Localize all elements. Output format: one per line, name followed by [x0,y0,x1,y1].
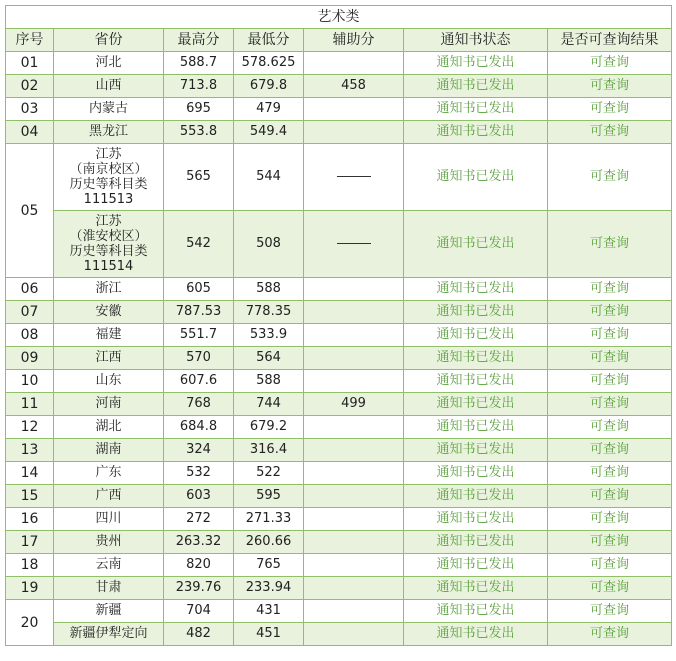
query-result-cell: 可查询 [548,485,672,508]
min-score-cell: 595 [234,485,304,508]
aux-score-cell [304,531,404,554]
row-index: 15 [6,485,54,508]
aux-score-cell [304,623,404,646]
max-score-cell: 551.7 [164,324,234,347]
table-row [6,508,672,531]
aux-score-cell: 458 [304,75,404,98]
max-score-cell: 272 [164,508,234,531]
row-index: 04 [6,121,54,144]
dash-mark [337,243,371,244]
max-score-cell: 542 [164,211,234,278]
query-result-cell: 可查询 [548,324,672,347]
province-cell: 山东 [54,370,164,393]
table-row [6,531,672,554]
max-score-cell: 605 [164,278,234,301]
min-score-cell: 679.2 [234,416,304,439]
row-index: 01 [6,52,54,75]
query-result-cell: 可查询 [548,416,672,439]
province-cell: 云南 [54,554,164,577]
notice-status-cell: 通知书已发出 [404,485,548,508]
table-row [6,623,672,646]
table-header-row [6,29,672,52]
row-index: 14 [6,462,54,485]
max-score-cell: 532 [164,462,234,485]
min-score-cell: 778.35 [234,301,304,324]
aux-score-cell [304,600,404,623]
table-row [6,416,672,439]
max-score-cell: 570 [164,347,234,370]
min-score-cell: 765 [234,554,304,577]
min-score-cell: 588 [234,370,304,393]
province-cell [54,211,164,278]
table-row [6,211,672,278]
aux-score-cell [304,121,404,144]
province-line: （淮安校区） [69,229,148,244]
query-result-cell: 可查询 [548,600,672,623]
province-cell: 内蒙古 [54,98,164,121]
aux-score-cell [304,416,404,439]
query-result-cell: 可查询 [548,144,672,211]
query-result-cell: 可查询 [548,278,672,301]
province-cell: 河南 [54,393,164,416]
notice-status-cell: 通知书已发出 [404,324,548,347]
aux-score-cell [304,144,404,211]
aux-score-cell [304,347,404,370]
notice-status-cell: 通知书已发出 [404,577,548,600]
query-result-cell: 可查询 [548,554,672,577]
province-cell: 浙江 [54,278,164,301]
province-cell [54,144,164,211]
row-index: 20 [6,600,54,646]
province-cell: 山西 [54,75,164,98]
query-result-cell: 可查询 [548,531,672,554]
min-score-cell: 316.4 [234,439,304,462]
max-score-cell: 787.53 [164,301,234,324]
province-cell: 福建 [54,324,164,347]
query-result-cell: 可查询 [548,508,672,531]
query-result-cell: 可查询 [548,439,672,462]
table-row [6,600,672,623]
province-cell: 广西 [54,485,164,508]
table-row [6,462,672,485]
row-index: 12 [6,416,54,439]
notice-status-cell: 通知书已发出 [404,144,548,211]
province-cell: 江西 [54,347,164,370]
province-cell: 四川 [54,508,164,531]
notice-status-cell: 通知书已发出 [404,416,548,439]
notice-status-cell: 通知书已发出 [404,554,548,577]
min-score-cell: 564 [234,347,304,370]
table-row [6,75,672,98]
min-score-cell: 588 [234,278,304,301]
query-result-cell: 可查询 [548,370,672,393]
row-index: 18 [6,554,54,577]
province-line: 历史等科目类 [69,177,148,192]
query-result-cell: 可查询 [548,393,672,416]
row-index: 13 [6,439,54,462]
notice-status-cell: 通知书已发出 [404,278,548,301]
max-score-cell: 684.8 [164,416,234,439]
min-score-cell: 260.66 [234,531,304,554]
province-line: 111514 [83,259,134,274]
max-score-cell: 239.76 [164,577,234,600]
province-cell: 新疆 [54,600,164,623]
aux-score-cell [304,577,404,600]
row-index: 09 [6,347,54,370]
header-aux-score: 辅助分 [304,29,404,52]
min-score-cell: 233.94 [234,577,304,600]
row-index: 07 [6,301,54,324]
notice-status-cell: 通知书已发出 [404,347,548,370]
query-result-cell: 可查询 [548,623,672,646]
query-result-cell: 可查询 [548,75,672,98]
row-index: 05 [6,144,54,278]
min-score-cell: 522 [234,462,304,485]
province-cell: 广东 [54,462,164,485]
max-score-cell: 768 [164,393,234,416]
province-cell: 湖南 [54,439,164,462]
row-index: 19 [6,577,54,600]
header-notice-status: 通知书状态 [404,29,548,52]
max-score-cell: 565 [164,144,234,211]
min-score-cell: 578.625 [234,52,304,75]
province-cell: 安徽 [54,301,164,324]
notice-status-cell: 通知书已发出 [404,531,548,554]
notice-status-cell: 通知书已发出 [404,439,548,462]
aux-score-cell [304,98,404,121]
row-index: 08 [6,324,54,347]
notice-status-cell: 通知书已发出 [404,623,548,646]
aux-score-cell [304,508,404,531]
notice-status-cell: 通知书已发出 [404,98,548,121]
table-row [6,144,672,211]
aux-score-cell [304,301,404,324]
province-cell: 甘肃 [54,577,164,600]
row-index: 17 [6,531,54,554]
min-score-cell: 508 [234,211,304,278]
aux-score-cell: 499 [304,393,404,416]
notice-status-cell: 通知书已发出 [404,462,548,485]
min-score-cell: 431 [234,600,304,623]
notice-status-cell: 通知书已发出 [404,600,548,623]
min-score-cell: 479 [234,98,304,121]
table-body [6,52,672,646]
max-score-cell: 482 [164,623,234,646]
province-cell: 河北 [54,52,164,75]
max-score-cell: 588.7 [164,52,234,75]
row-index: 10 [6,370,54,393]
notice-status-cell: 通知书已发出 [404,75,548,98]
province-line: 111513 [83,192,134,207]
province-line: （南京校区） [69,162,148,177]
header-min-score: 最低分 [234,29,304,52]
aux-score-cell [304,324,404,347]
table-row [6,485,672,508]
table-row [6,577,672,600]
notice-status-cell: 通知书已发出 [404,370,548,393]
min-score-cell: 271.33 [234,508,304,531]
notice-status-cell: 通知书已发出 [404,211,548,278]
row-index: 03 [6,98,54,121]
table-row [6,347,672,370]
row-index: 06 [6,278,54,301]
query-result-cell: 可查询 [548,301,672,324]
aux-score-cell [304,485,404,508]
aux-score-cell [304,462,404,485]
max-score-cell: 820 [164,554,234,577]
row-index: 02 [6,75,54,98]
table-row [6,393,672,416]
admission-score-table [5,5,672,646]
header-province: 省份 [54,29,164,52]
province-cell: 黑龙江 [54,121,164,144]
province-line: 江苏 [95,147,122,162]
table-row [6,439,672,462]
table-title-row [6,6,672,29]
min-score-cell: 549.4 [234,121,304,144]
query-result-cell: 可查询 [548,347,672,370]
max-score-cell: 695 [164,98,234,121]
max-score-cell: 603 [164,485,234,508]
province-line: 江苏 [95,214,122,229]
table-title: 艺术类 [6,6,672,29]
header-query-result: 是否可查询结果 [548,29,672,52]
table-row [6,278,672,301]
aux-score-cell [304,370,404,393]
province-cell: 湖北 [54,416,164,439]
max-score-cell: 324 [164,439,234,462]
aux-score-cell [304,554,404,577]
max-score-cell: 263.32 [164,531,234,554]
table-row [6,301,672,324]
province-line: 历史等科目类 [69,244,148,259]
table-row [6,98,672,121]
admission-table-container [5,5,671,646]
aux-score-cell [304,52,404,75]
query-result-cell: 可查询 [548,52,672,75]
min-score-cell: 533.9 [234,324,304,347]
table-row [6,324,672,347]
table-row [6,52,672,75]
table-row [6,554,672,577]
notice-status-cell: 通知书已发出 [404,393,548,416]
notice-status-cell: 通知书已发出 [404,508,548,531]
min-score-cell: 679.8 [234,75,304,98]
notice-status-cell: 通知书已发出 [404,52,548,75]
query-result-cell: 可查询 [548,121,672,144]
aux-score-cell [304,439,404,462]
notice-status-cell: 通知书已发出 [404,301,548,324]
notice-status-cell: 通知书已发出 [404,121,548,144]
aux-score-cell [304,211,404,278]
query-result-cell: 可查询 [548,577,672,600]
row-index: 11 [6,393,54,416]
header-index: 序号 [6,29,54,52]
query-result-cell: 可查询 [548,98,672,121]
row-index: 16 [6,508,54,531]
province-cell: 贵州 [54,531,164,554]
min-score-cell: 544 [234,144,304,211]
province-cell: 新疆伊犁定向 [54,623,164,646]
max-score-cell: 713.8 [164,75,234,98]
min-score-cell: 744 [234,393,304,416]
aux-score-cell [304,278,404,301]
max-score-cell: 607.6 [164,370,234,393]
table-row [6,121,672,144]
max-score-cell: 704 [164,600,234,623]
query-result-cell: 可查询 [548,211,672,278]
table-row [6,370,672,393]
min-score-cell: 451 [234,623,304,646]
max-score-cell: 553.8 [164,121,234,144]
query-result-cell: 可查询 [548,462,672,485]
header-max-score: 最高分 [164,29,234,52]
dash-mark [337,176,371,177]
